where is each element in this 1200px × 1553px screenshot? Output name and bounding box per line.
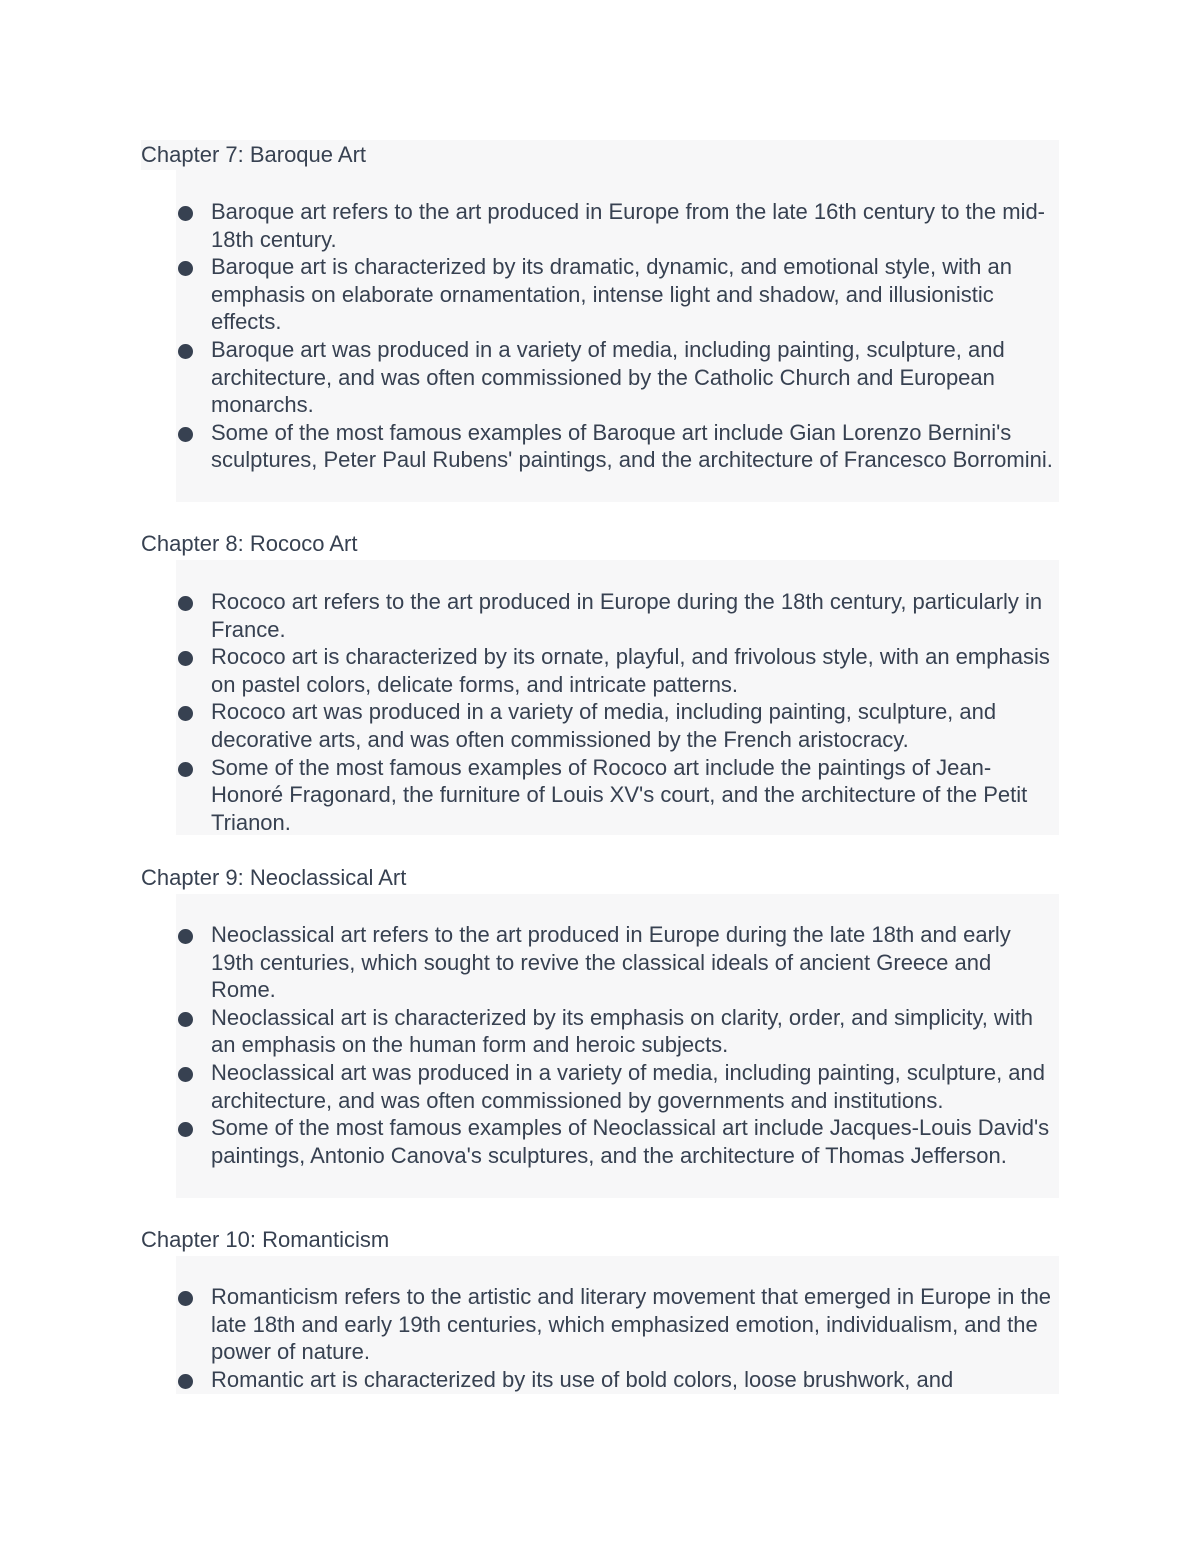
list-item-text: Some of the most famous examples of Baroque art include Gian Lorenzo Bernini's sculptures, Peter Paul Rubens' paintings, and the architecture of Francesco Borromini. — [211, 419, 1053, 473]
bullet-icon — [178, 1374, 193, 1389]
list-item-text: Neoclassical art was produced in a variety of media, including painting, sculpture, and architecture, and was often commissioned by governments and institutions. — [211, 1059, 1046, 1113]
list-item — [176, 1004, 1059, 1059]
list-item-text: Romantic art is characterized by its use of bold colors, loose brushwork, and — [211, 1366, 954, 1392]
bullet-icon — [178, 206, 193, 221]
bullet-list — [176, 921, 1059, 1169]
bullet-icon — [178, 1122, 193, 1137]
list-item-text: Some of the most famous examples of Rococo art include the paintings of Jean-Honoré Fragonard, the furniture of Louis XV's court, and the architecture of the Petit Trianon. — [211, 754, 1028, 835]
list-item-text: Baroque art refers to the art produced in Europe from the late 16th century to the mid-18th century. — [211, 199, 1046, 252]
list-item — [176, 198, 1059, 253]
list-item — [176, 588, 1059, 643]
bullet-list — [176, 588, 1059, 836]
list-item-text: Neoclassical art is characterized by its emphasis on clarity, order, and simplicity, with an emphasis on the human form and heroic subjects. — [211, 1004, 1034, 1058]
list-item — [176, 336, 1059, 419]
chapter-heading: Chapter 8: Rococo Art — [141, 531, 358, 556]
list-item-text: Rococo art is characterized by its ornate, playful, and frivolous style, with an emphasis on pastel colors, delicate forms, and intricate patterns. — [211, 644, 1050, 697]
list-item — [176, 1366, 1059, 1394]
bullet-icon — [178, 427, 193, 442]
bullet-icon — [178, 596, 193, 611]
list-item-text: Baroque art is characterized by its dramatic, dynamic, and emotional style, with an emphasis on elaborate ornamentation, intense light and shadow, and illusionistic effects. — [211, 254, 1012, 335]
chapter-heading: Chapter 7: Baroque Art — [141, 142, 367, 167]
list-item — [176, 1059, 1059, 1114]
bullet-list — [176, 1283, 1059, 1393]
list-item-text: Rococo art refers to the art produced in Europe during the 18th century, particularly in France. — [211, 589, 1043, 642]
list-item — [176, 921, 1059, 1004]
list-item-text: Baroque art was produced in a variety of media, including painting, sculpture, and architecture, and was often commissioned by the Catholic Church and European monarchs. — [211, 336, 1005, 418]
list-item — [176, 1283, 1059, 1366]
list-item-text: Romanticism refers to the artistic and literary movement that emerged in Europe in the late 18th and early 19th centuries, which emphasized emotion, individualism, and the power of nature. — [211, 1284, 1052, 1365]
bullet-icon — [178, 1067, 193, 1082]
chapter-heading: Chapter 9: Neoclassical Art — [141, 865, 407, 890]
bullet-icon — [178, 762, 193, 777]
bullet-icon — [178, 1291, 193, 1306]
chapter-heading: Chapter 10: Romanticism — [141, 1227, 390, 1252]
list-item-text: Some of the most famous examples of Neoclassical art include Jacques-Louis David's paintings, Antonio Canova's sculptures, and the architecture of Thomas Jefferson. — [211, 1115, 1050, 1168]
list-item — [176, 419, 1059, 474]
bullet-list — [176, 198, 1059, 474]
list-item-text: Neoclassical art refers to the art produced in Europe during the late 18th and early 19th centuries, which sought to revive the classical ideals of ancient Greece and Rome. — [211, 922, 1011, 1003]
list-item — [176, 643, 1059, 698]
bullet-icon — [178, 706, 193, 721]
list-item-text: Rococo art was produced in a variety of media, including painting, sculpture, and decorative arts, and was often commissioned by the French aristocracy. — [211, 699, 997, 752]
bullet-icon — [178, 929, 193, 944]
list-item — [176, 754, 1059, 837]
list-item — [176, 1114, 1059, 1169]
list-item — [176, 253, 1059, 336]
bullet-icon — [178, 651, 193, 666]
bullet-icon — [178, 344, 193, 359]
bullet-icon — [178, 261, 193, 276]
list-item — [176, 698, 1059, 753]
bullet-icon — [178, 1012, 193, 1027]
